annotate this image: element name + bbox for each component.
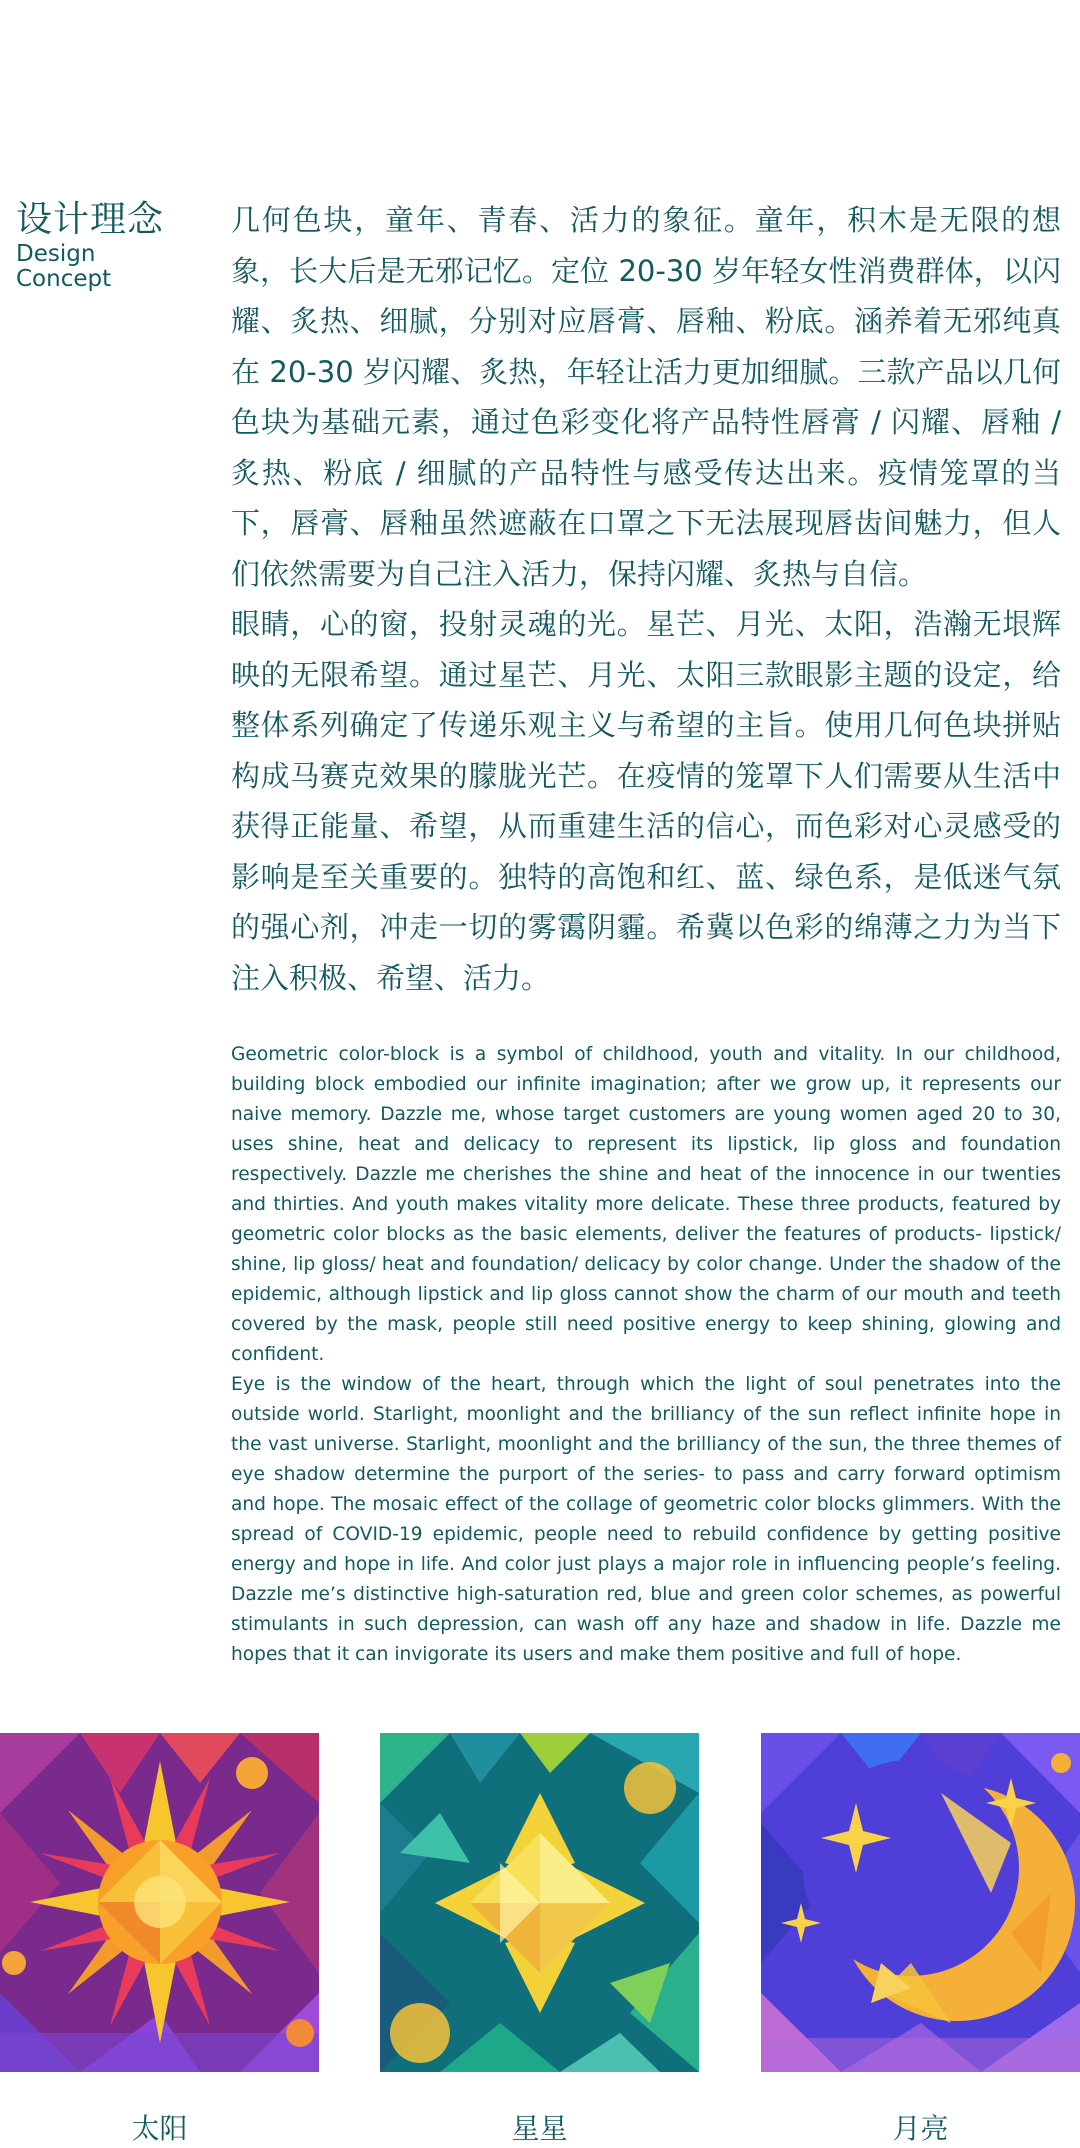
star-mosaic-icon	[380, 1733, 699, 2072]
sun-mosaic-icon	[0, 1733, 319, 2072]
star-artwork	[380, 1733, 699, 2072]
sun-artwork	[0, 1733, 319, 2072]
title-chinese: 设计理念	[16, 199, 165, 240]
moon-artwork	[761, 1733, 1080, 2072]
caption-sun: 太阳	[131, 2112, 188, 2145]
english-paragraph-2: Eye is the window of the heart, through which the light of soul penetrates into the outside world. Starlight, moonlight and the brilliancy of the sun reflect infinite hope in the vast universe. Starlight, moonlight and the brilliancy of the sun, the three themes of eye shadow determine the purport of the series- to pass and carry forward optimism and hope. The mosaic effect of the collage of geometric color blocks glimmers. With the spread of COVID-19 epidemic, people need to rebuild confidence by getting positive energy and hope in life. And color just plays a major role in influencing people’s feeling. Dazzle me’s distinctive high-saturation red, blue and green color schemes, as powerful stimulants in such depression, can wash off any haze and shadow in life. Dazzle me hopes that it can invigorate its users and make them positive and full of hope.	[231, 1374, 1061, 1665]
title-english-line2: Concept	[16, 266, 112, 292]
chinese-paragraph-2: 眼睛，心的窗，投射灵魂的光。星芒、月光、太阳，浩瀚无垠辉映的无限希望。通过星芒、月光、太阳三款眼影主题的设定，给整体系列确定了传递乐观主义与希望的主旨。使用几何色块拼贴构成马赛克效果的朦胧光芒。在疫情的笼罩下人们需要从生活中获得正能量、希望，从而重建生活的信心，而色彩对心灵感受的影响是至关重要的。独特的高饱和红、蓝、绿色系，是低迷气氛的强心剂，冲走一切的雾霭阴霾。希冀以色彩的绵薄之力为当下注入积极、希望、活力。	[231, 607, 1061, 995]
chinese-paragraph-1: 几何色块，童年、青春、活力的象征。童年，积木是无限的想象，长大后是无邪记忆。定位 20-30 岁年轻女性消费群体，以闪耀、炙热、细腻，分别对应唇膏、唇釉、粉底。涵养着无邪纯真在 20-30 岁闪耀、炙热，年轻让活力更加细腻。三款产品以几何色块为基础元素，通过色彩变化将产品特性唇膏 / 闪耀、唇釉 / 炙热、粉底 / 细腻的产品特性与感受传达出来。疫情笼罩的当下，唇膏、唇釉虽然遮蔽在口罩之下无法展现唇齿间魅力，但人们依然需要为自己注入活力，保持闪耀、炙热与自信。	[231, 203, 1061, 591]
moon-mosaic-icon	[761, 1733, 1080, 2072]
section-title	[16, 198, 216, 292]
english-paragraph-1: Geometric color-block is a symbol of childhood, youth and vitality. In our childhood, building block embodied our infinite imagination; after we grow up, it represents our naive memory. Dazzle me, whose target customers are young women aged 20 to 30, uses shine, heat and delicacy to represent its lipstick, lip gloss and foundation respectively. Dazzle me cherishes the shine and heat of the innocence in our twenties and thirties. And youth makes vitality more delicate. These three products, featured by geometric color blocks as the basic elements, deliver the features of products- lipstick/ shine, lip gloss/ heat and foundation/ delicacy by color change. Under the shadow of the epidemic, although lipstick and lip gloss cannot show the charm of our mouth and teeth covered by the mask, people still need positive energy to keep shining, glowing and confident.	[231, 1044, 1061, 1365]
english-description	[231, 1040, 1061, 1670]
title-english-line1: Design	[16, 241, 96, 267]
caption-star: 星星	[511, 2112, 568, 2145]
chinese-description	[231, 195, 1061, 1003]
caption-moon: 月亮	[892, 2112, 949, 2145]
